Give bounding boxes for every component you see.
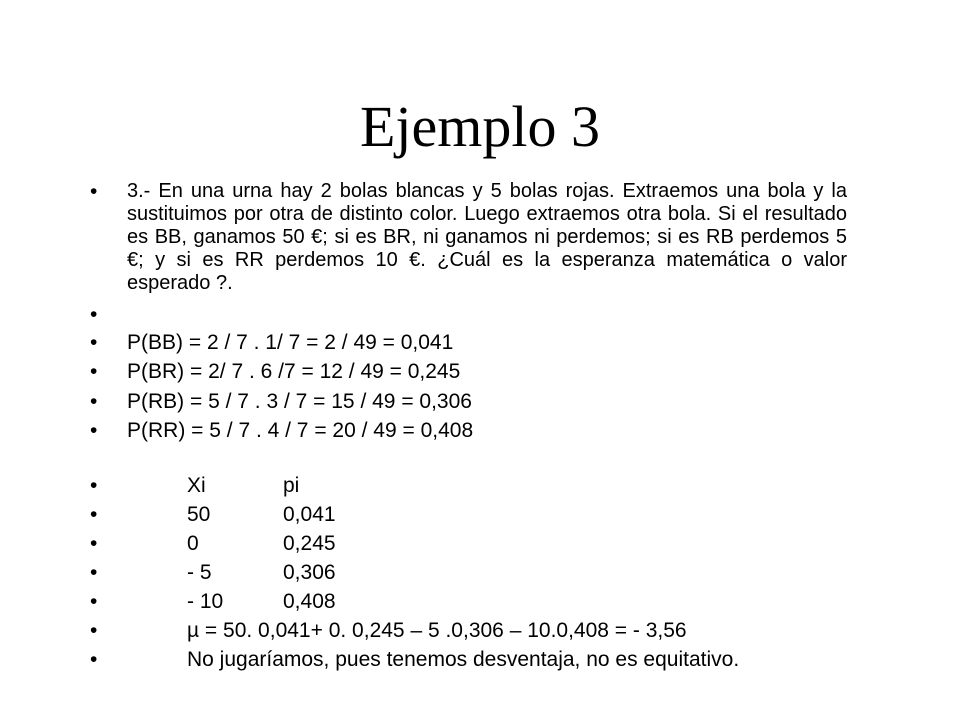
- table-cell-pi: 0,306: [283, 561, 336, 584]
- bullet-marker: •: [90, 390, 98, 413]
- probability-text: P(BB) = 2 / 7 . 1/ 7 = 2 / 49 = 0,041: [127, 331, 454, 354]
- slide-title: Ejemplo 3: [359, 94, 600, 159]
- table-cell-xi: - 5: [187, 561, 212, 584]
- table-cell-pi: 0,245: [283, 532, 336, 555]
- conclusion-text: No jugaríamos, pues tenemos desventaja, no es equitativo.: [187, 648, 740, 671]
- bullet-marker: •: [90, 180, 98, 203]
- bullet-marker: •: [90, 419, 98, 442]
- bullet-marker: •: [90, 619, 98, 642]
- bullet-marker: •: [90, 648, 98, 671]
- table-cell-xi: - 10: [187, 590, 224, 613]
- bullet-marker: •: [90, 331, 98, 354]
- problem-statement: 3.- En una urna hay 2 bolas blancas y 5 bolas rojas. Extraemos una bola y la sustituimos por otra de distinto color. Luego extraemos otra bola. Si el resultado es BB, ganamos 50 €; si es BR, ni ganamos ni perdemos; si es RB perdemos 5 €; y si es RR perdemos 10 €. ¿Cuál es la esperanza matemática o valor esperado ?.: [127, 180, 847, 294]
- column-header-pi: pi: [283, 474, 300, 497]
- table-cell-xi: 50: [187, 503, 211, 526]
- bullet-marker: •: [90, 561, 98, 584]
- bullet-marker: •: [90, 590, 98, 613]
- column-header-xi: Xi: [187, 474, 206, 497]
- expectation-formula: µ = 50. 0,041+ 0. 0,245 – 5 .0,306 – 10.0,408 = - 3,56: [187, 619, 687, 642]
- probability-text: P(BR) = 2/ 7 . 6 /7 = 12 / 49 = 0,245: [127, 360, 461, 383]
- probability-text: P(RB) = 5 / 7 . 3 / 7 = 15 / 49 = 0,306: [127, 390, 472, 413]
- bullet-marker: •: [90, 360, 98, 383]
- bullet-marker: •: [90, 474, 98, 497]
- probability-text: P(RR) = 5 / 7 . 4 / 7 = 20 / 49 = 0,408: [127, 419, 474, 442]
- bullet-marker: •: [90, 503, 98, 526]
- bullet-marker: •: [90, 303, 98, 326]
- table-cell-xi: 0: [187, 532, 199, 555]
- bullet-marker: •: [90, 532, 98, 555]
- table-cell-pi: 0,041: [283, 503, 336, 526]
- table-cell-pi: 0,408: [283, 590, 336, 613]
